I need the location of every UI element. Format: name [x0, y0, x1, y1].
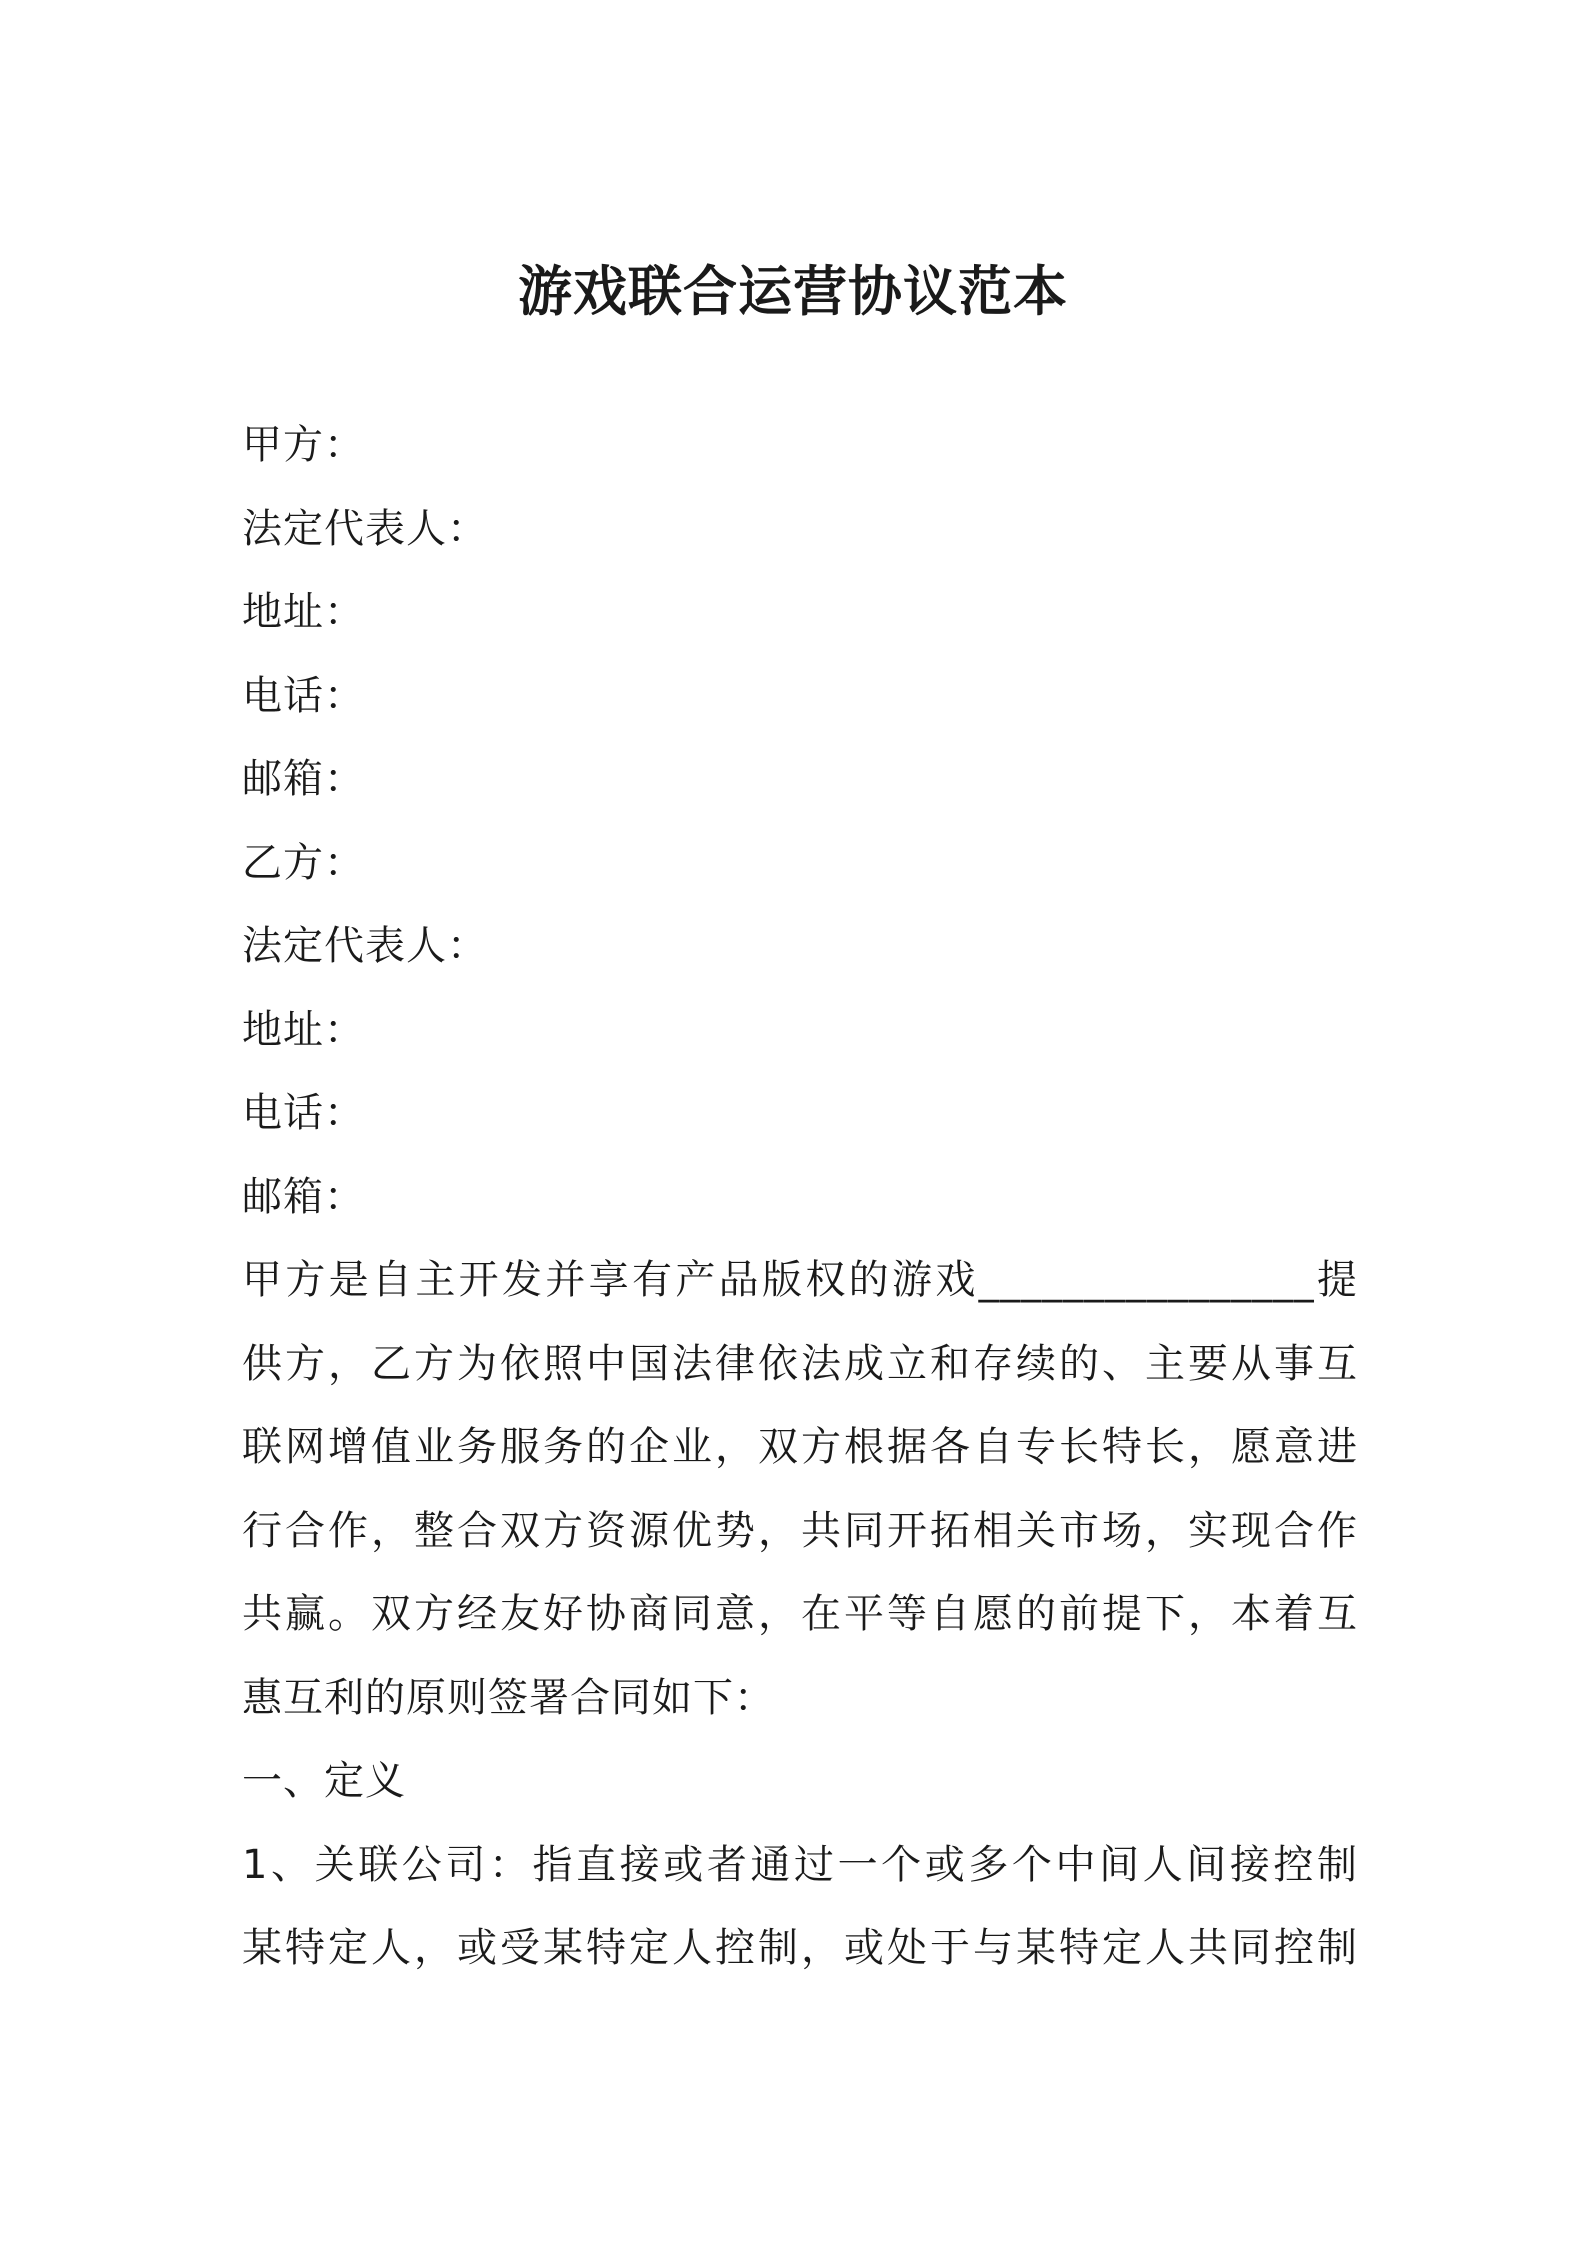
document-title: 游戏联合运营协议范本 — [518, 260, 1068, 323]
intro-line: 供方，乙方为依照中国法律依法成立和存续的、主要从事互 — [242, 1340, 1358, 1387]
clause-1-line: 某特定人，或受某特定人控制，或处于与某特定人共同控制 — [242, 1925, 1358, 1971]
party-a-rep-label: 法定代表人： — [242, 505, 488, 552]
party-a-phone-label: 电话： — [242, 672, 365, 719]
party-a-name-label: 甲方： — [242, 422, 365, 468]
clause-1-paragraph — [242, 1824, 1358, 1991]
intro-line: 惠互利的原则签署合同如下： — [242, 1674, 775, 1721]
party-b-address-label: 地址： — [242, 1006, 365, 1053]
intro-line: 甲方是自主开发并享有产品版权的游戏________________提 — [242, 1257, 1358, 1303]
party-b-rep-label: 法定代表人： — [242, 923, 488, 969]
section-1-heading: 一、定义 — [242, 1758, 406, 1804]
document-body — [242, 404, 1358, 1991]
intro-paragraph — [242, 1239, 1358, 1740]
party-a-email-label: 邮箱： — [242, 756, 365, 802]
intro-line: 联网增值业务服务的企业，双方根据各自专长特长，愿意进 — [242, 1424, 1358, 1470]
intro-line: 共赢。双方经友好协商同意，在平等自愿的前提下，本着互 — [242, 1591, 1358, 1637]
party-b-email-label: 邮箱： — [242, 1173, 365, 1220]
intro-line: 行合作，整合双方资源优势，共同开拓相关市场，实现合作 — [242, 1507, 1358, 1554]
clause-1-line: 1、关联公司：指直接或者通过一个或多个中间人间接控制 — [242, 1841, 1358, 1888]
party-b-phone-label: 电话： — [242, 1090, 365, 1136]
party-a-address-label: 地址： — [242, 589, 365, 635]
party-b-name-label: 乙方： — [242, 839, 365, 886]
